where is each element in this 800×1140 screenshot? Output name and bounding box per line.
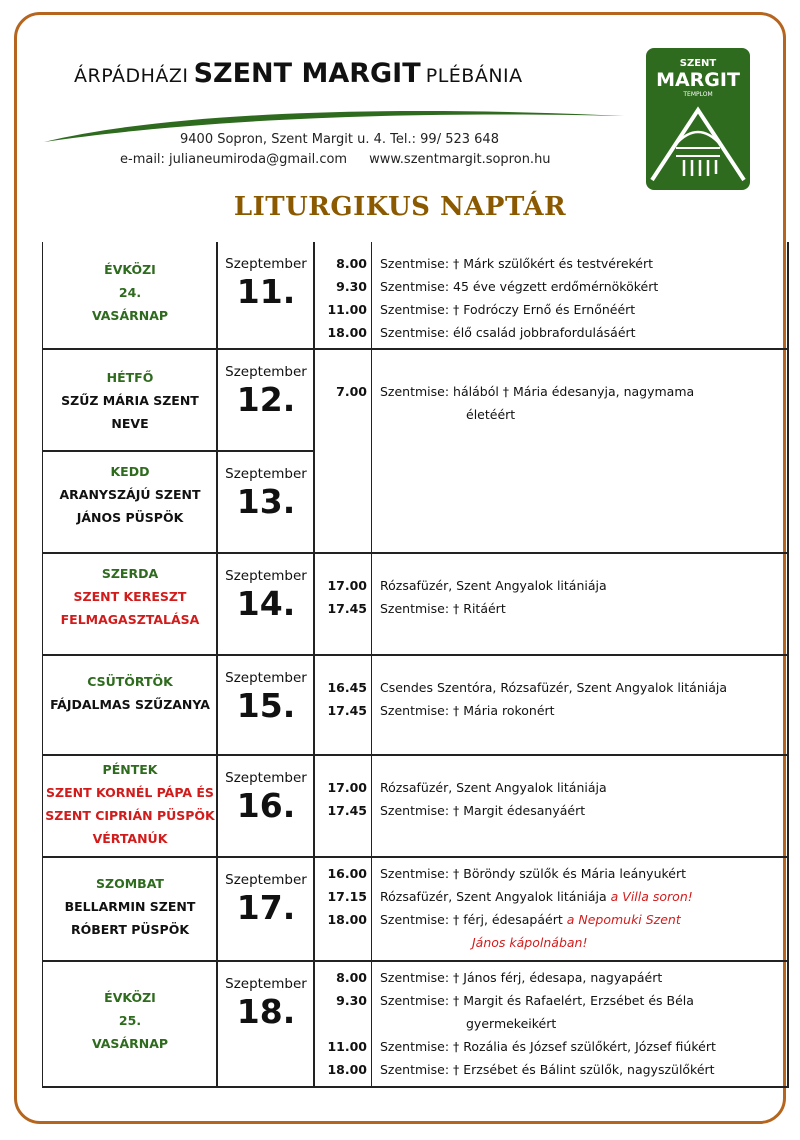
entry-text [380,252,780,275]
page-heading: LITURGIKUS NAPTÁR [233,192,567,222]
date-cell [218,466,314,521]
time-column [314,676,367,722]
entry-time: 11.00 [327,302,367,317]
entry-text [380,380,780,403]
day-name-line: SZOMBAT [96,876,164,891]
column-divider [371,242,372,350]
column-divider [787,242,789,350]
entry-description: Szentmise: élő család jobbrafordulásáért [380,325,636,340]
day-name-line: BELLARMIN SZENT [64,899,196,914]
entry-text [380,989,780,1012]
month-label: Szeptember [225,466,307,482]
entry-description: Szentmise: † Ritáért [380,601,506,616]
column-divider [787,962,789,1088]
day-number: 13. [236,482,296,521]
time-column [314,574,367,620]
entry-time: 9.30 [336,993,367,1008]
entry-time: 17.00 [327,780,367,795]
day-name-line: FELMAGASZTALÁSA [60,612,200,627]
day-name-line: PÉNTEK [102,762,158,777]
time-column [314,380,367,426]
day-name-cell [42,986,218,1055]
row-divider [42,1086,789,1088]
column-divider [787,858,789,962]
title-suffix: PLÉBÁNIA [425,65,523,87]
day-name-line: KEDD [110,464,150,479]
entry-time: 8.00 [336,970,367,985]
date-cell [218,670,314,725]
time-column [314,862,367,954]
title-prefix: ÁRPÁDHÁZI [74,65,189,87]
month-label: Szeptember [225,364,307,380]
column-divider [371,554,372,656]
entry-description: Szentmise: † Margit és Rafaelért, Erzsébet és Béla [380,993,694,1008]
date-cell [218,770,314,825]
day-name-line: SZENT KORNÉL PÁPA ÉS [46,785,214,800]
entry-description: gyermekeikért [466,1016,557,1031]
month-label: Szeptember [225,568,307,584]
entry-time: 16.00 [327,866,367,881]
day-name-cell [42,258,218,327]
month-label: Szeptember [225,770,307,786]
entry-description: Szentmise: † János férj, édesapa, nagyapáért [380,970,663,985]
schedule-row [42,756,789,858]
month-label: Szeptember [225,872,307,888]
month-label: Szeptember [225,256,307,272]
entry-description: életéért [466,407,516,422]
schedule-row [42,656,789,756]
entry-time: 18.00 [327,325,367,340]
entry-column [380,574,780,620]
entry-time: 11.00 [327,1039,367,1054]
column-divider [787,350,789,452]
entry-column [380,380,780,426]
schedule-row [42,962,789,1088]
day-number: 14. [236,584,296,623]
day-name-line: RÓBERT PÜSPÖK [70,922,190,937]
day-name-line: 24. [118,285,142,300]
day-number: 18. [236,992,296,1031]
entry-text [380,1012,780,1035]
schedule-row [42,554,789,656]
entry-text [380,597,780,620]
entry-description: Csendes Szentóra, Rózsafüzér, Szent Angyalok litániája [380,680,728,695]
contact-line [120,152,551,167]
entry-text [380,931,780,954]
schedule-row [42,858,789,962]
day-name-line: SZENT CIPRIÁN PÜSPÖK [45,808,215,823]
entry-time: 17.15 [327,889,367,904]
entry-description: Szentmise: hálából † Mária édesanyja, nagymama [380,384,695,399]
entry-text [380,1035,780,1058]
day-name-line: NEVE [111,416,149,431]
day-number: 12. [236,380,296,419]
day-name-line: JÁNOS PÜSPÖK [76,510,184,525]
day-name-line: SZERDA [101,566,159,581]
entry-description: Szentmise: † Márk szülőkért és testvérekért [380,256,654,271]
time-column [314,776,367,822]
entry-time: 16.45 [327,680,367,695]
entry-text [380,321,780,344]
entry-time: 17.45 [327,703,367,718]
entry-time: 9.30 [336,279,367,294]
entry-time: 18.00 [327,1062,367,1077]
entry-description: Szentmise: † Rozália és József szülőkért, József fiúkért [380,1039,716,1054]
day-number: 16. [236,786,296,825]
website-text: www.szentmargit.sopron.hu [369,152,551,167]
date-cell [218,364,314,419]
column-divider [787,756,789,858]
parish-title [74,58,523,89]
entry-column [380,676,780,722]
day-name-line: HÉTFŐ [106,370,154,385]
day-number: 17. [236,888,296,927]
entry-description: Rózsafüzér, Szent Angyalok litániája [380,889,607,904]
column-divider [787,554,789,656]
day-name-line: VASÁRNAP [91,308,169,323]
day-name-line: FÁJDALMAS SZŰZANYA [50,697,210,712]
entry-time: 8.00 [336,256,367,271]
day-name-cell [42,562,218,631]
entry-column [380,862,780,954]
entry-description: Szentmise: † Margit édesanyáért [380,803,586,818]
logo-word-1: SZENT [679,58,717,69]
schedule-row [42,452,789,554]
entry-text [380,1058,780,1081]
entry-time [314,403,367,426]
entry-note: a Villa soron! [606,889,693,904]
entry-description: Szentmise: † férj, édesapáért [380,912,563,927]
day-name-line: ÉVKÖZI [104,990,156,1005]
date-cell [218,976,314,1031]
parish-logo [646,48,750,190]
entry-text [380,908,780,931]
day-number: 15. [236,686,296,725]
column-divider [371,452,372,554]
day-name-line: 25. [118,1013,142,1028]
entry-text [380,403,780,426]
entry-time [314,1012,367,1035]
entry-description: Szentmise: † Mária rokonért [380,703,555,718]
day-name-line: SZENT KERESZT [73,589,187,604]
date-cell [218,872,314,927]
logo-word-3: TEMPLOM [683,91,713,98]
entry-text [380,966,780,989]
column-divider [787,656,789,756]
entry-note: János kápolnában! [472,935,588,950]
day-name-cell [42,460,218,529]
entry-text [380,799,780,822]
month-label: Szeptember [225,976,307,992]
entry-description: Szentmise: † Erzsébet és Bálint szülők, nagyszülőkért [380,1062,715,1077]
entry-text [380,862,780,885]
day-name-cell [42,366,218,435]
entry-description: Szentmise: † Böröndy szülők és Mária leányukért [380,866,687,881]
column-divider [371,756,372,858]
day-number: 11. [236,272,296,311]
time-column [314,966,367,1081]
entry-note: a Nepomuki Szent [562,912,681,927]
entry-text [380,298,780,321]
entry-time [314,931,367,954]
day-name-line: SZŰZ MÁRIA SZENT [61,393,199,408]
column-divider [787,452,789,554]
entry-text [380,699,780,722]
entry-time: 17.45 [327,601,367,616]
entry-text [380,776,780,799]
day-name-line: ARANYSZÁJÚ SZENT [59,487,201,502]
day-name-line: VASÁRNAP [91,1036,169,1051]
entry-description: Szentmise: 45 éve végzett erdőmérnökökért [380,279,659,294]
schedule-row [42,242,789,350]
entry-description: Szentmise: † Fodróczy Ernő és Ernőnéért [380,302,636,317]
column-divider [371,656,372,756]
entry-description: Rózsafüzér, Szent Angyalok litániája [380,780,607,795]
email-text: e-mail: julianeumiroda@gmail.com [120,152,348,167]
title-main: SZENT MARGIT [193,58,421,89]
entry-time: 18.00 [327,912,367,927]
column-divider [371,962,372,1088]
entry-column [380,252,780,344]
entry-text [380,885,780,908]
entry-time: 17.45 [327,803,367,818]
day-name-line: ÉVKÖZI [104,262,156,277]
column-divider [371,350,372,452]
date-cell [218,256,314,311]
day-name-cell [42,758,218,850]
day-name-line: CSÜTÖRTÖK [87,674,173,689]
date-cell [218,568,314,623]
day-name-line: VÉRTANÚK [92,831,168,846]
entry-text [380,574,780,597]
entry-time: 17.00 [327,578,367,593]
schedule-row [42,350,789,452]
column-divider [371,858,372,962]
entry-description: Rózsafüzér, Szent Angyalok litániája [380,578,607,593]
entry-text [380,275,780,298]
address-line: 9400 Sopron, Szent Margit u. 4. Tel.: 99/ 523 648 [180,132,499,147]
entry-column [380,776,780,822]
entry-column [380,966,780,1081]
month-label: Szeptember [225,670,307,686]
day-name-cell [42,872,218,941]
time-column [314,252,367,344]
logo-word-2: MARGIT [656,69,740,91]
entry-text [380,676,780,699]
entry-time: 7.00 [336,384,367,399]
day-name-cell [42,670,218,716]
